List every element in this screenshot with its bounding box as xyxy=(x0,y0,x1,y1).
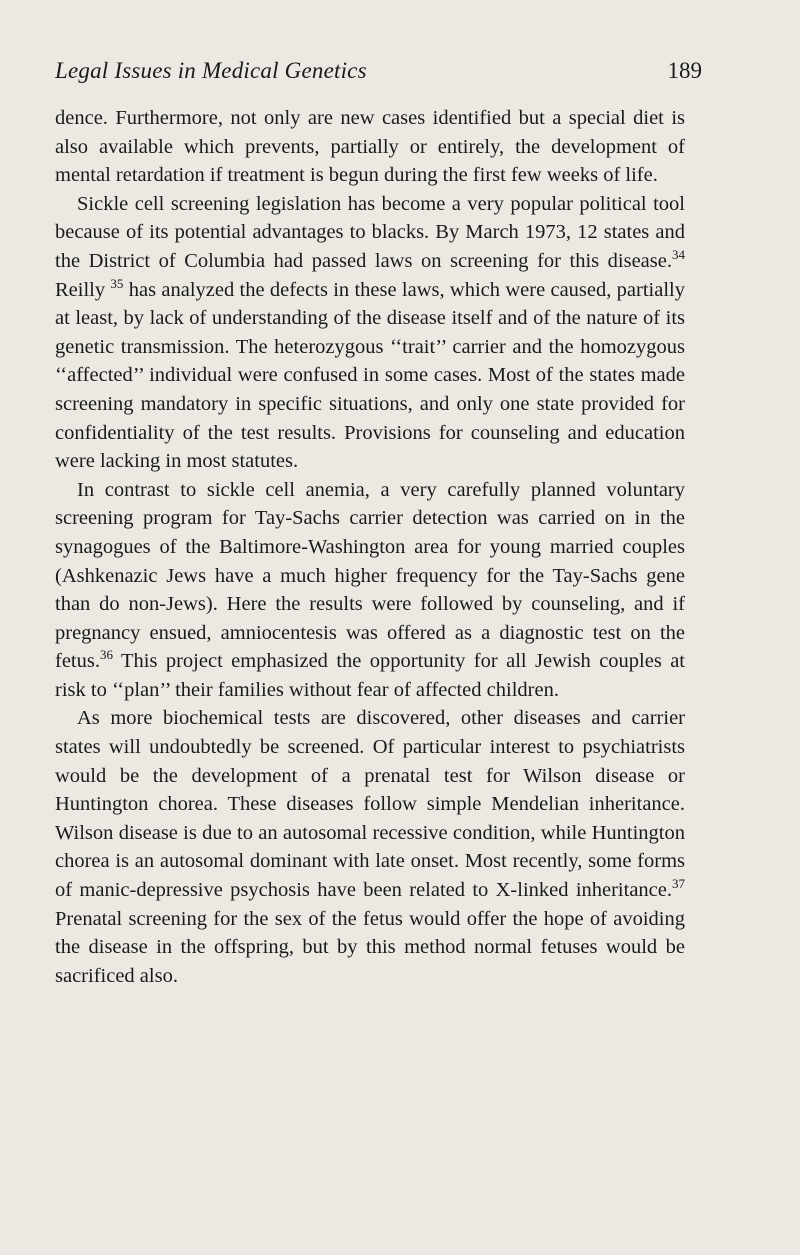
body-text xyxy=(55,104,685,990)
paragraph-text: This project emphasized the opportunity for all Jewish couples at risk to ‘‘plan’’ their families without fear of affected children. xyxy=(55,650,685,701)
paragraph-text: has analyzed the defects in these laws, which were caused, partially at least, by lack of understanding of the disease itself and of the nature of its genetic transmission. The heterozygous ‘‘trait’’ carrier and the homozygous ‘‘affected’’ individual were confused in some cases. Most of the states made screening mandatory in specific situations, and only one state provided for confidentiality of the test results. Provisions for counseling and education were lacking in most statutes. xyxy=(55,278,685,473)
paragraph xyxy=(55,190,685,476)
running-title: Legal Issues in Medical Genetics xyxy=(55,58,367,83)
footnote-reference: 37 xyxy=(672,876,685,892)
footnote-reference: 34 xyxy=(672,246,685,262)
paragraph xyxy=(55,104,685,190)
paragraph-text: As more biochemical tests are discovered, other diseases and carrier states will undoubtedly be screened. Of particular interest to psychiatrists would be the development of a prenatal test for Wilson disease or Huntington chorea. These diseases follow simple Mendelian inheritance. Wilson disease is due to an autosomal recessive condition, while Huntington chorea is an autosomal dominant with late onset. Most recently, some forms of manic-depressive psychosis have been related to X-linked inheritance. xyxy=(55,707,685,902)
paragraph-text: Sickle cell screening legislation has become a very popular political tool because of its potential advantages to blacks. By March 1973, 12 states and the District of Columbia had passed laws on screening for this disease. xyxy=(55,192,685,272)
paragraph-text: Reilly xyxy=(55,278,111,301)
footnote-reference: 35 xyxy=(110,275,124,291)
paragraph xyxy=(55,704,685,990)
paragraph xyxy=(55,476,685,705)
paragraph-text: In contrast to sickle cell anemia, a very carefully planned voluntary screening program for Tay-Sachs carrier detection was carried on in the synagogues of the Baltimore-Washington area for young married couples (Ashkenazic Jews have a much higher frequency for the Tay-Sachs gene than do non-Jews). Here the results were followed by counseling, and if pregnancy ensued, amniocentesis was offered as a diagnostic test on the fetus. xyxy=(55,478,685,673)
running-head xyxy=(55,58,702,92)
paragraph-text: dence. Furthermore, not only are new cases identified but a special diet is also available which prevents, partially or entirely, the development of mental retardation if treatment is begun during the first few weeks of life. xyxy=(55,107,685,187)
paragraph-text: Prenatal screening for the sex of the fetus would offer the hope of avoiding the disease in the offspring, but by this method normal fetuses would be sacrificed also. xyxy=(55,907,685,987)
footnote-reference: 36 xyxy=(99,647,113,663)
page-number: 189 xyxy=(667,58,702,83)
